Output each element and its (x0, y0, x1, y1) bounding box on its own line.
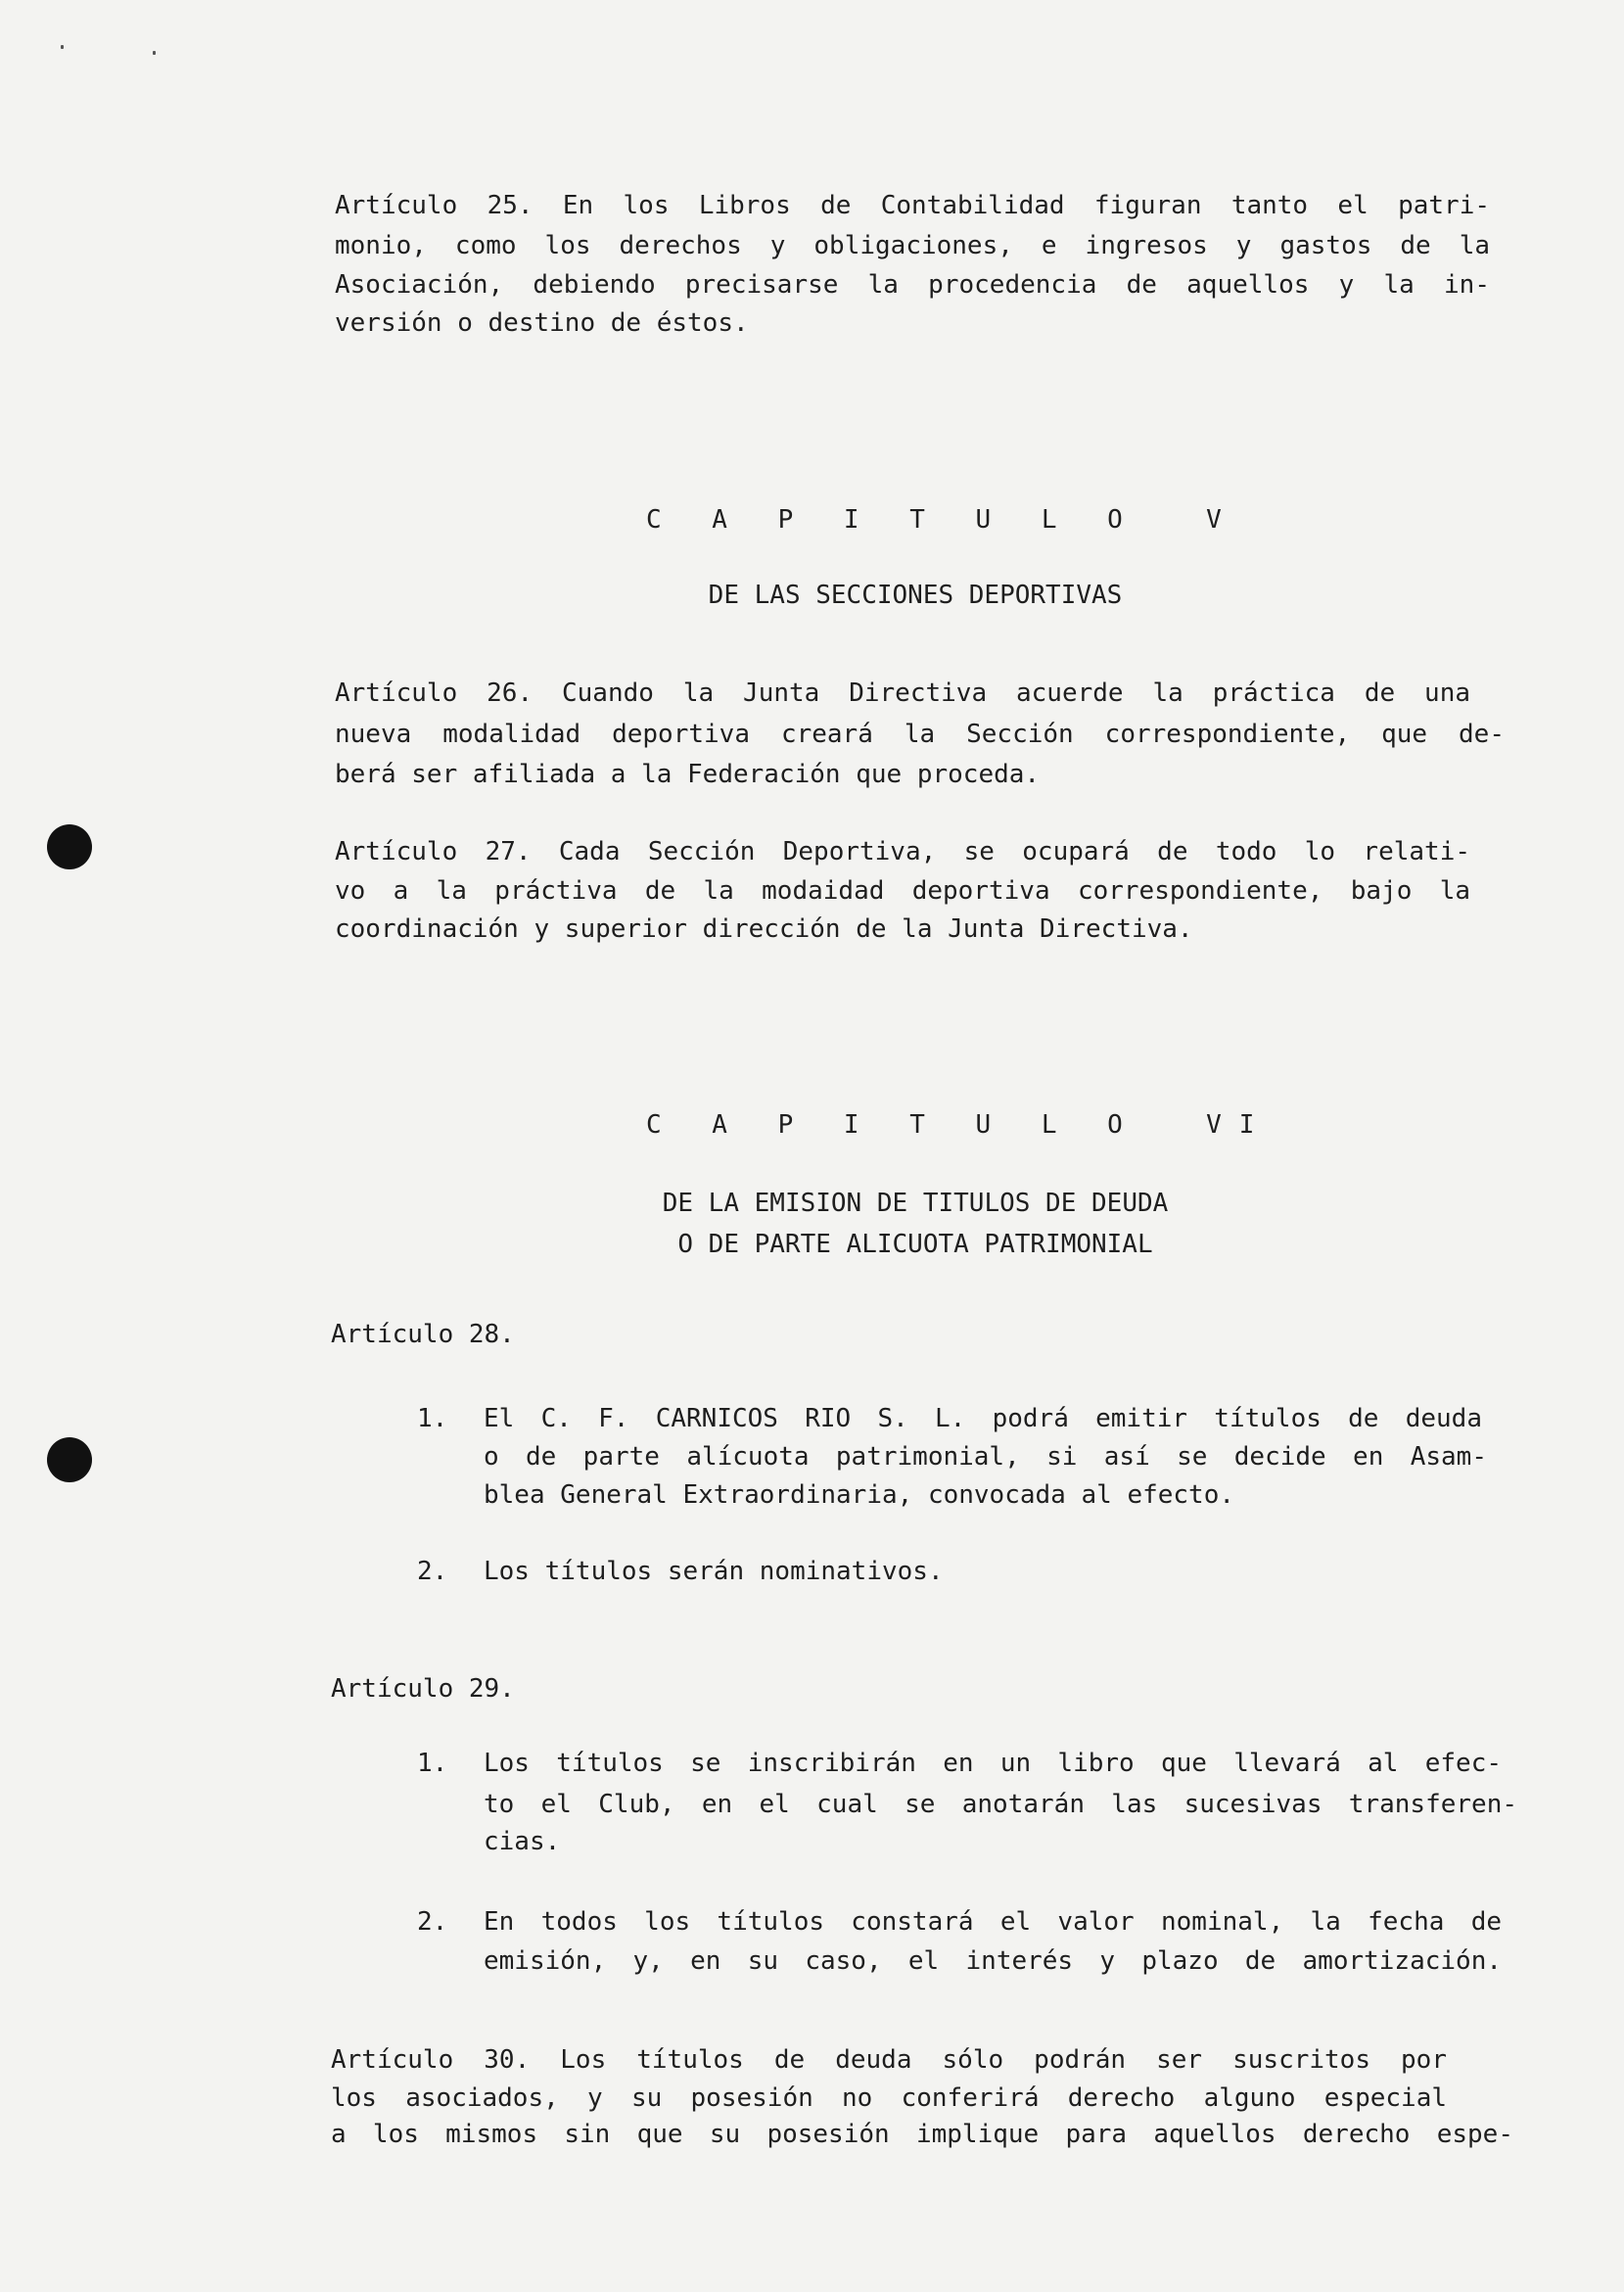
article-29-item-2-number: 2. (417, 1907, 448, 1937)
chapter-5-subtitle: DE LAS SECCIONES DEPORTIVAS (708, 581, 1123, 610)
article-28-item-1-number: 1. (417, 1404, 448, 1433)
article-29-item-2-line-2: emisión, y, en su caso, el interés y plazo de amortización. (484, 1946, 1502, 1976)
article-27-line-2: vo a la práctiva de la modaidad deportiva correspondiente, bajo la (335, 876, 1470, 906)
scan-speck (153, 51, 156, 55)
punch-hole-top (47, 824, 92, 869)
chapter-6-title: C A P I T U L O VI (646, 1110, 1273, 1140)
article-29-item-1-line-1: Los títulos se inscribirán en un libro que llevará al efec- (484, 1749, 1502, 1778)
article-26-line-1: Artículo 26. Cuando la Junta Directiva acuerde la práctica de una (335, 678, 1470, 708)
chapter-6-subtitle-1: DE LA EMISION DE TITULOS DE DEUDA (662, 1189, 1169, 1218)
article-29-item-1-number: 1. (417, 1749, 448, 1778)
article-26-line-3: berá ser afiliada a la Federación que proceda. (335, 760, 1041, 789)
article-28-item-1-line-3: blea General Extraordinaria, convocada al efecto. (484, 1480, 1235, 1510)
article-25-line-4: versión o destino de éstos. (335, 308, 749, 338)
article-28-item-1-line-1: El C. F. CARNICOS RIO S. L. podrá emitir títulos de deuda (484, 1404, 1482, 1433)
article-28-item-1-line-2: o de parte alícuota patrimonial, si así se decide en Asam- (484, 1442, 1487, 1472)
article-28-item-2-line-1: Los títulos serán nominativos. (484, 1557, 944, 1586)
article-27-line-1: Artículo 27. Cada Sección Deportiva, se ocupará de todo lo relati- (335, 837, 1470, 866)
article-29-heading: Artículo 29. (331, 1674, 515, 1704)
article-30-line-2: los asociados, y su posesión no conferirá derecho alguno especial (331, 2083, 1447, 2113)
article-30-line-3: a los mismos sin que su posesión implique para aquellos derecho espe- (331, 2120, 1513, 2149)
article-29-item-2-line-1: En todos los títulos constará el valor nominal, la fecha de (484, 1907, 1502, 1937)
scan-speck (61, 45, 64, 49)
article-26-line-2: nueva modalidad deportiva creará la Sección correspondiente, que de- (335, 720, 1505, 749)
article-25-line-2: monio, como los derechos y obligaciones, e ingresos y gastos de la (335, 231, 1490, 260)
article-25-line-1: Artículo 25. En los Libros de Contabilidad figuran tanto el patri- (335, 191, 1490, 220)
article-25-line-3: Asociación, debiendo precisarse la procedencia de aquellos y la in- (335, 270, 1490, 300)
article-28-heading: Artículo 28. (331, 1320, 515, 1349)
article-29-item-1-line-3: cias. (484, 1827, 561, 1856)
punch-hole-bottom (47, 1437, 92, 1482)
chapter-5-title: C A P I T U L O V (646, 505, 1239, 535)
chapter-6-subtitle-2: O DE PARTE ALICUOTA PATRIMONIAL (677, 1230, 1153, 1259)
article-28-item-2-number: 2. (417, 1557, 448, 1586)
article-29-item-1-line-2: to el Club, en el cual se anotarán las sucesivas transferen- (484, 1790, 1517, 1819)
article-27-line-3: coordinación y superior dirección de la Junta Directiva. (335, 914, 1193, 944)
article-30-line-1: Artículo 30. Los títulos de deuda sólo podrán ser suscritos por (331, 2045, 1447, 2075)
